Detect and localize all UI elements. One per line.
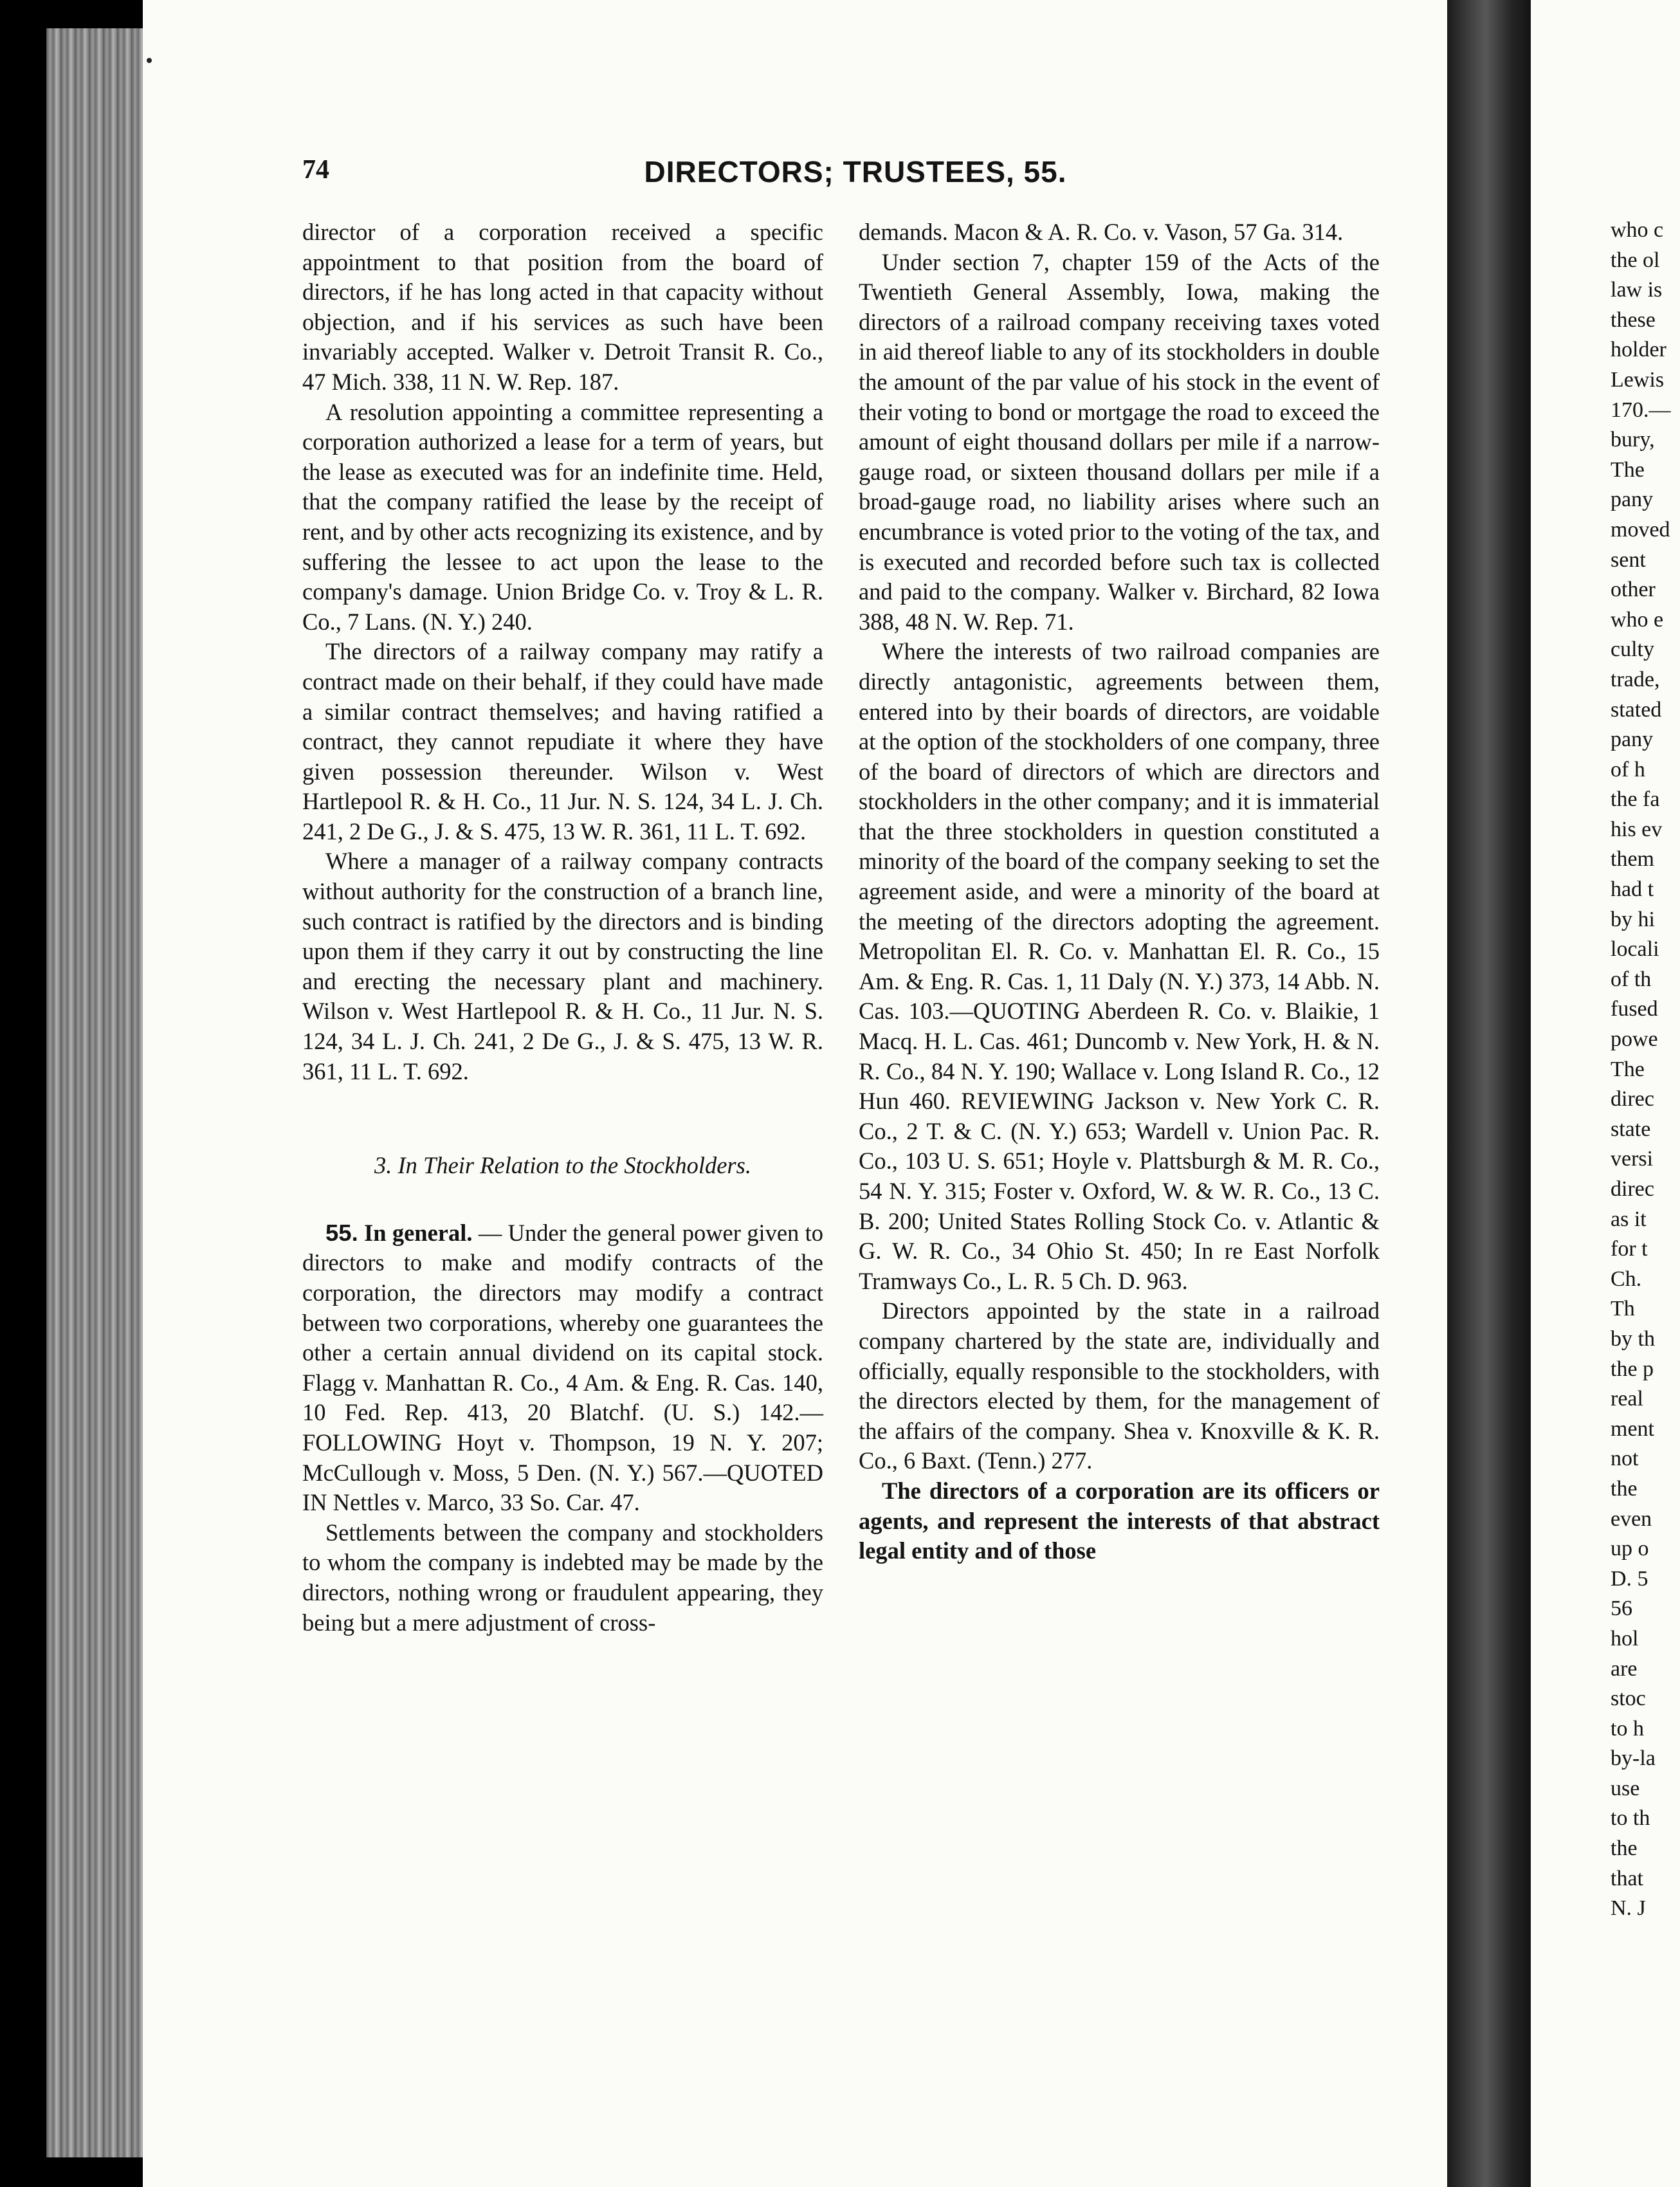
section-paragraph [302,1218,823,1518]
paragraph: Settlements between the company and stockholders to whom the company is indebted may be made by the directors, nothing wrong or fraudulent appearing, they being but a mere adjustment of cross- [302,1519,823,1636]
facing-page-line: that [1611,1866,1643,1890]
facing-page-line: who c [1611,218,1664,242]
facing-page-line: Ch. [1611,1267,1642,1291]
facing-page-text [1611,215,1680,1924]
facing-page-line: fused [1611,997,1658,1021]
facing-page-line: stoc [1611,1687,1646,1711]
facing-page-line: D. 5 [1611,1566,1648,1591]
facing-page-line: of h [1611,757,1645,782]
facing-page-line: powe [1611,1027,1658,1052]
paragraph: The directors of a corporation are its officers or agents, and represent the interests of that abstract legal entity and of those [859,1477,1380,1564]
facing-page-line: The [1611,1057,1645,1081]
facing-page-line: who e [1611,607,1664,632]
paragraph: Under section 7, chapter 159 of the Acts of the Twentieth General Assembly, Iowa, making the directors of a railroad company receiving taxes voted in aid thereof liable to any of its stockholders in double the amount of the par value of his stock in the event of their voting to bond or mortgage the road to exceed the amount of eight thousand dollars per mile if a narrow-gauge road, or sixteen thousand dollars per mile if a broad-gauge road, no liability arises where such an encumbrance is voted prior to the voting of the tax, and is executed and recorded before such tax is collected and paid to the company. Walker v. Birchard, 82 Iowa 388, 48 N. W. Rep. 71. [859,248,1380,635]
facing-page-line: use [1611,1776,1640,1800]
facing-page-line: by th [1611,1326,1655,1351]
facing-page-line: as it [1611,1207,1647,1231]
facing-page-line: for t [1611,1237,1648,1261]
facing-page-line: sent [1611,547,1646,572]
facing-page-line: real [1611,1387,1643,1411]
paragraph: director of a corporation received a specific appointment to that position from the board of directors, if he has long acted in that capacity without objection, and if his services as such have been invariably accepted. Walker v. Detroit Transit R. Co., 47 Mich. 338, 11 N. W. Rep. 187. [302,219,823,395]
facing-page-line: ment [1611,1416,1654,1441]
section-text: — Under the general power given to directors to make and modify contracts of the corporation, the directors may modify a contract between two corporations, whereby one guarantees the other a certain annual dividend on its capital stock. Flagg v. Manhattan R. Co., 4 Am. & Eng. R. Cas. 140, 10 Fed. Rep. 413, 20 Blatchf. (U. S.) 142.—FOLLOWING Hoyt v. Thompson, 19 N. Y. 207; McCullough v. Moss, 5 Den. (N. Y.) 567.—QUOTED IN Nettles v. Marco, 33 So. Car. 47. [302,1219,823,1516]
facing-page-line: to th [1611,1806,1650,1831]
facing-page-line: the p [1611,1357,1654,1381]
facing-page-line: the fa [1611,787,1660,812]
facing-page-line: pany [1611,488,1654,512]
page-edge-stack [46,28,143,2157]
facing-page-line: state [1611,1117,1651,1141]
facing-page [1531,0,1680,2187]
facing-page-line: Th [1611,1297,1635,1321]
facing-page-line: not [1611,1447,1639,1471]
facing-page-line: even [1611,1506,1652,1531]
facing-page-line: law is [1611,278,1663,302]
page-header [302,154,1409,193]
subheading: 3. In Their Relation to the Stockholders. [374,1152,751,1179]
facing-page-line: the [1611,1836,1638,1861]
facing-page-line: trade, [1611,667,1660,691]
facing-page-line: 170.— [1611,398,1671,422]
paragraph: Where the interests of two railroad companies are directly antagonistic, agreements between them, entered into by their boards of directors, are voidable at the option of the stockholders of one company, three of the board of directors of which are directors and stockholders in the other company; and it is immaterial that the three stockholders in question constituted a minority of the board of the company seeking to set the agreement aside, and were a minority of the board at the meeting of the directors adopting the agreement. Metropolitan El. R. Co. v. Manhattan El. R. Co., 15 Am. & Eng. R. Cas. 1, 11 Daly (N. Y.) 373, 14 Abb. N. Cas. 103.—QUOTING Aberdeen R. Co. v. Blaikie, 1 Macq. H. L. Cas. 461; Duncomb v. New York, H. & N. R. Co., 84 N. Y. 190; Wallace v. Long Island R. Co., 12 Hun 460. REVIEWING Jackson v. New York C. R. Co., 2 T. & C. (N. Y.) 653; Wardell v. Union Pac. R. Co., 103 U. S. 651; Hoyle v. Plattsburgh & M. R. Co., 54 N. Y. 315; Foster v. Oxford, W. & W. R. Co., 13 C. B. 200; United States Rolling Stock Co. v. Atlantic & G. W. R. Co., 34 Ohio St. 450; In re East Norfolk Tramways Co., L. R. 5 Ch. D. 963. [859,638,1380,1294]
facing-page-line: them [1611,847,1654,872]
book-gutter [1447,0,1537,2187]
facing-page-line: bury, [1611,428,1655,452]
facing-page-line: had t [1611,877,1654,902]
paragraph: Where a manager of a railway company contracts without authority for the construction of a branch line, such contract is ratified by the directors and is binding upon them if they carry it out by constructing the line and erecting the necessary plant and machinery. Wilson v. West Hartlepool R. & H. Co., 11 Jur. N. S. 124, 34 L. J. Ch. 241, 2 De G., J. & S. 475, 13 W. R. 361, 11 L. T. 692. [302,848,823,1084]
left-column [302,217,823,1638]
facing-page-line: by hi [1611,907,1655,931]
facing-page-line: pany [1611,727,1654,752]
facing-page-line: these [1611,307,1656,332]
facing-page-line: his ev [1611,817,1663,841]
facing-page-line: up o [1611,1537,1649,1561]
facing-page-line: culty [1611,637,1654,662]
facing-page-line: moved [1611,517,1670,542]
facing-page-line: stated [1611,697,1662,722]
facing-page-line: to h [1611,1716,1644,1741]
facing-page-line: by-la [1611,1746,1656,1771]
right-column [859,217,1380,1566]
section-title: In general. [364,1219,473,1246]
facing-page-line: The [1611,457,1645,482]
running-head: DIRECTORS; TRUSTEES, 55. [644,155,1067,188]
section-number: 55. [325,1219,358,1246]
facing-page-line: versi [1611,1147,1654,1171]
page-edge-mark [147,58,152,63]
facing-page-line: the [1611,1476,1638,1501]
facing-page-line: direc [1611,1087,1654,1112]
facing-page-line: direc [1611,1177,1654,1201]
paragraph: A resolution appointing a committee representing a corporation authorized a lease for a term of years, but the lease as executed was for an indefinite time. Held, that the company ratified the lease by the receipt of rent, and by other acts recognizing its existence, and by suffering the lessee to act upon the lease to the company's damage. Union Bridge Co. v. Troy & L. R. Co., 7 Lans. (N. Y.) 240. [302,398,823,635]
facing-page-line: 56 [1611,1597,1632,1621]
paragraph: demands. Macon & A. R. Co. v. Vason, 57 Ga. 314. [859,219,1344,245]
facing-page-line: the ol [1611,248,1660,272]
paragraph: The directors of a railway company may ratify a contract made on their behalf, if they could have made a similar contract themselves; and having ratified a contract, they cannot repudiate it where they have given possession thereunder. Wilson v. West Hartlepool R. & H. Co., 11 Jur. N. S. 124, 34 L. J. Ch. 241, 2 De G., J. & S. 475, 13 W. R. 361, 11 L. T. 692. [302,638,823,845]
facing-page-line: other [1611,578,1656,602]
facing-page-line: locali [1611,937,1659,962]
facing-page-line: of th [1611,967,1652,991]
facing-page-line: N. J [1611,1896,1646,1921]
facing-page-line: hol [1611,1626,1639,1651]
paragraph: Directors appointed by the state in a railroad company chartered by the state are, individually and officially, equally responsible to the stockholders, with the directors elected by them, for the management of the affairs of the company. Shea v. Knoxville & K. R. Co., 6 Baxt. (Tenn.) 277. [859,1297,1380,1474]
facing-page-line: are [1611,1656,1638,1681]
page-number: 74 [302,155,329,185]
facing-page-line: Lewis [1611,367,1665,392]
facing-page-line: holder [1611,338,1666,362]
